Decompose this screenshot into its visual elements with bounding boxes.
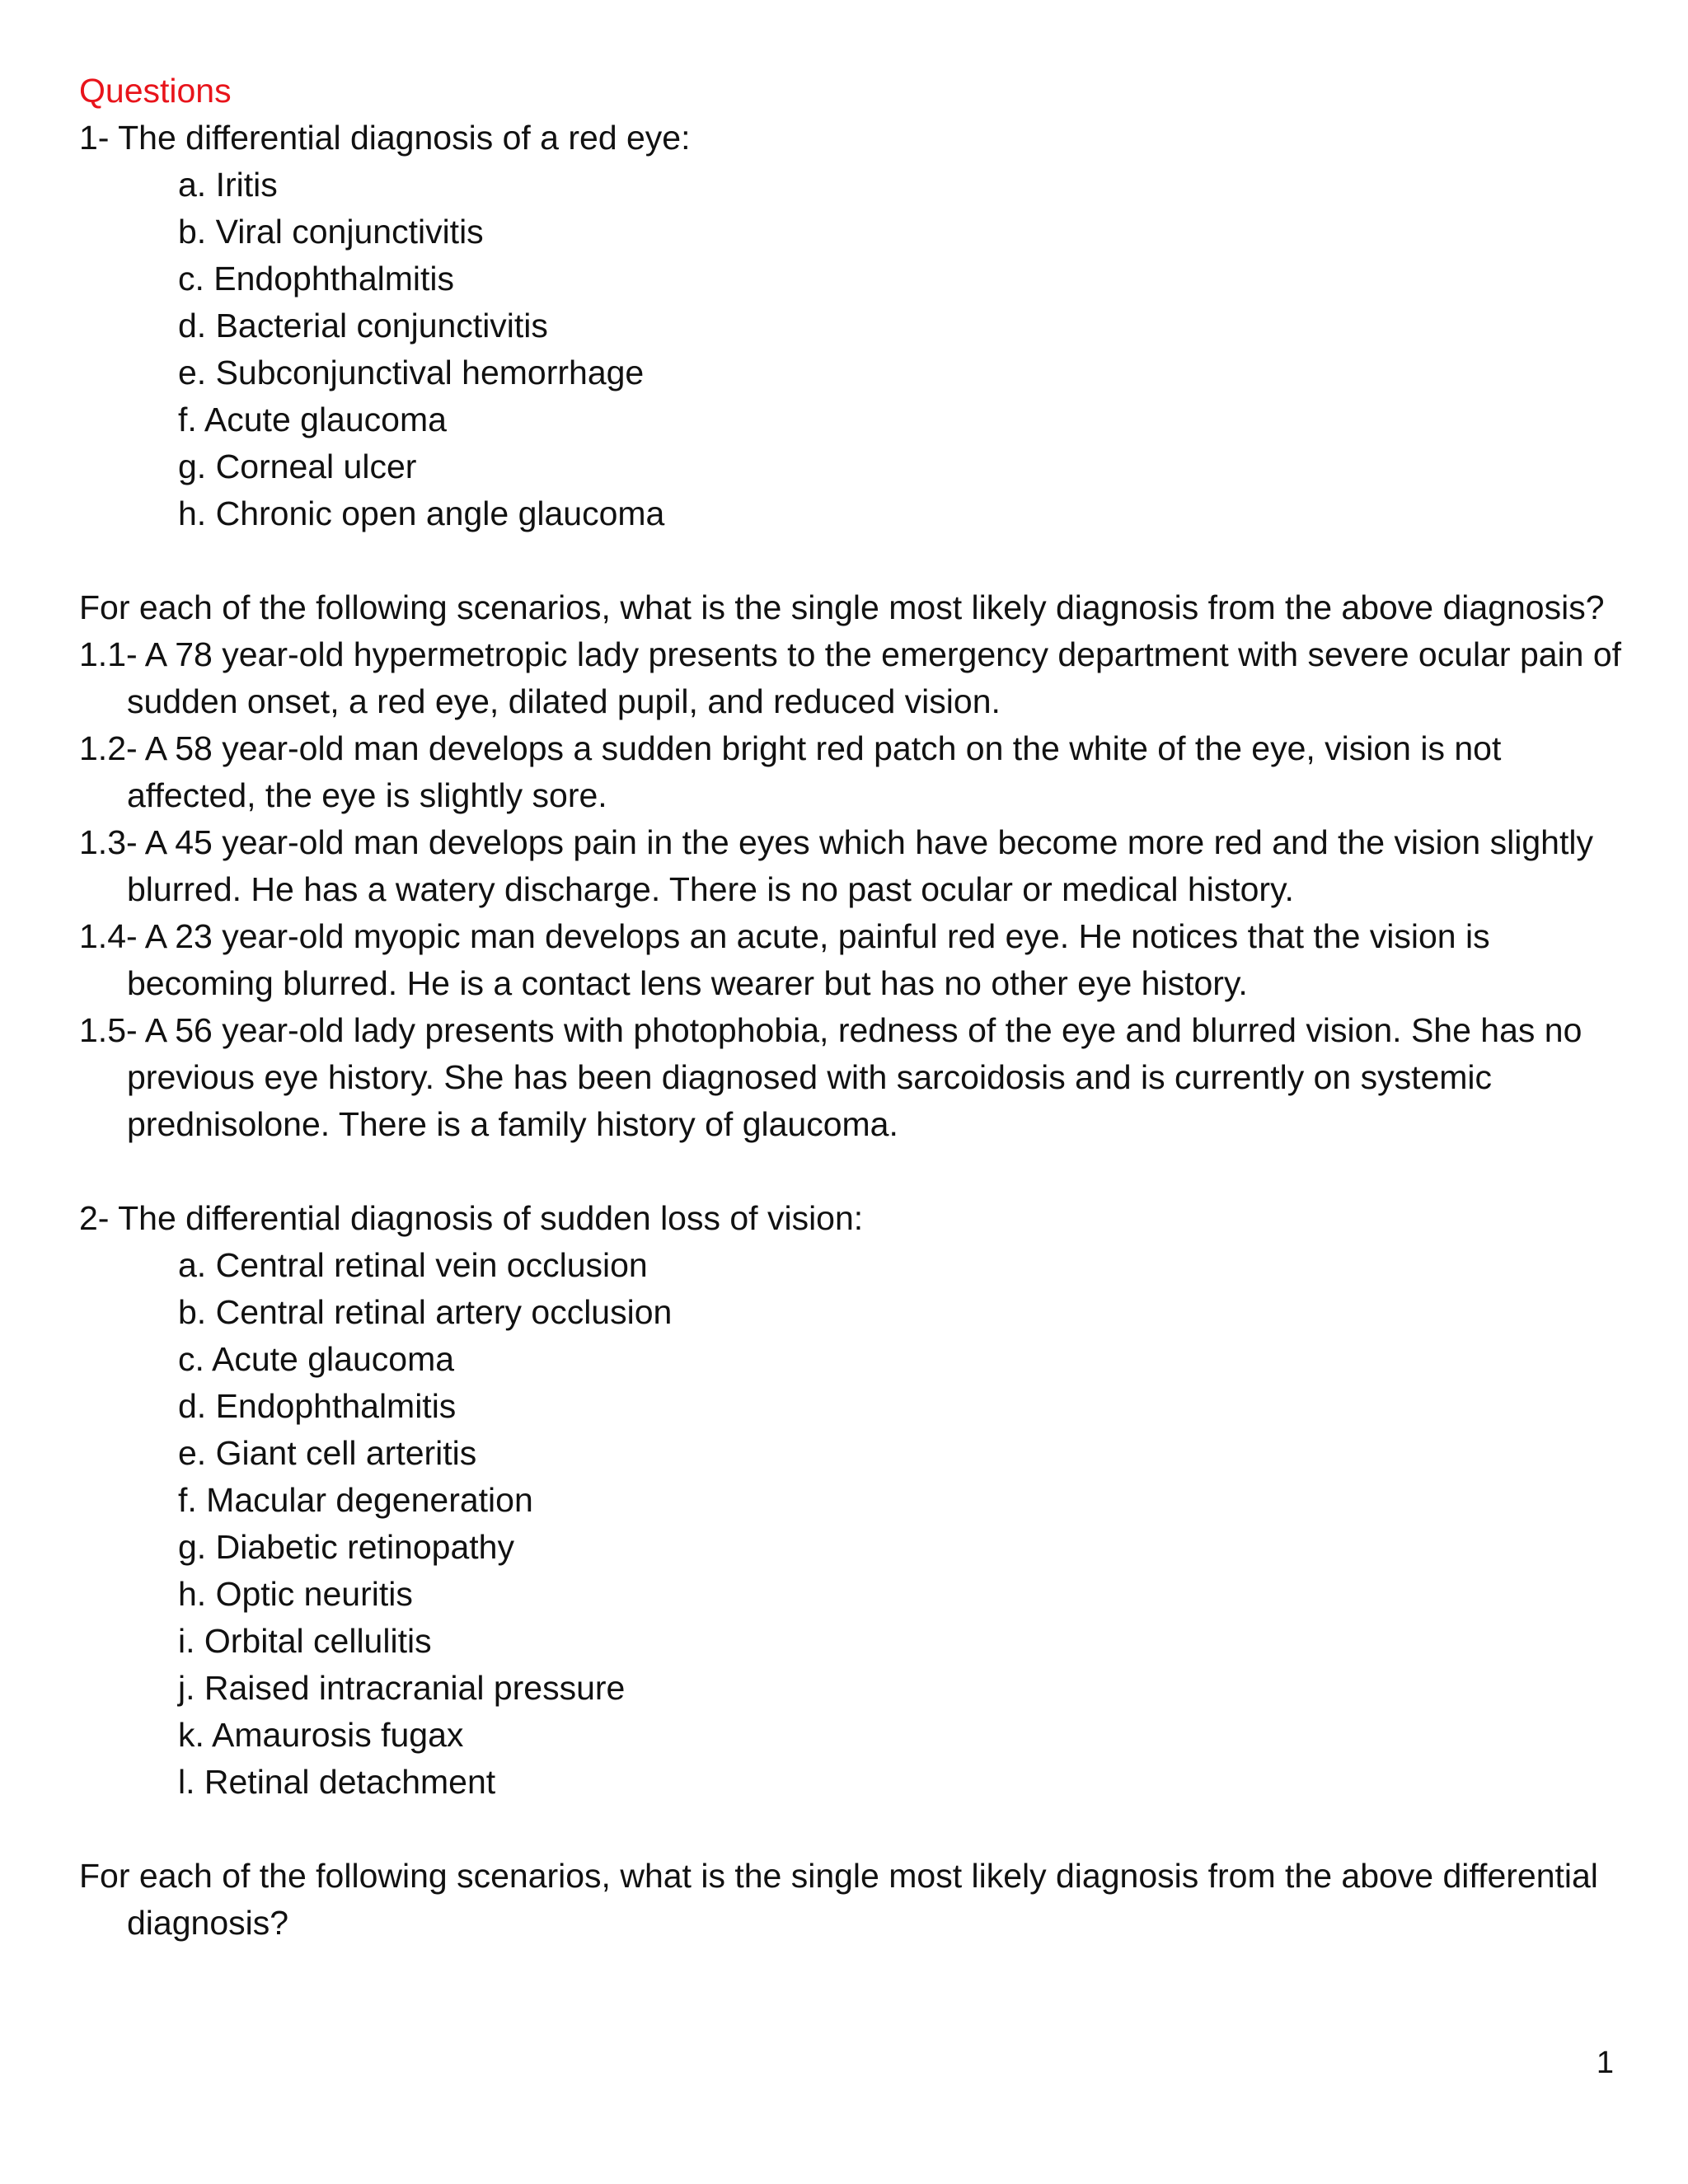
option-item: l. Retinal detachment [178,1763,496,1801]
question-1-scenarios [79,631,1629,1148]
page-number: 1 [1596,2046,1614,2080]
question-2-options [79,1242,1629,1806]
option-item: e. Subconjunctival hemorrhage [178,354,645,391]
section-heading: Questions [79,72,232,110]
option-item: c. Acute glaucoma [178,1340,455,1378]
option-item: e. Giant cell arteritis [178,1434,477,1472]
option-item: h. Optic neuritis [178,1575,413,1613]
option-item: j. Raised intracranial pressure [178,1669,626,1707]
option-item: b. Central retinal artery occlusion [178,1293,673,1331]
question-1-prompt: For each of the following scenarios, what is the single most likely diagnosis from the above diagnosis? [79,588,1605,626]
scenario-item: 1.3- A 45 year-old man develops pain in the eyes which have become more red and the vision slightly blurred. He has a watery discharge. There is no past ocular or medical history. [79,823,1593,908]
option-item: f. Macular degeneration [178,1481,533,1519]
question-1-title: 1- The differential diagnosis of a red eye: [79,119,691,157]
question-1-options [79,162,1629,537]
option-item: g. Corneal ulcer [178,448,417,485]
question-2-title: 2- The differential diagnosis of sudden loss of vision: [79,1199,864,1237]
option-item: h. Chronic open angle glaucoma [178,494,665,532]
scenario-item: 1.5- A 56 year-old lady presents with photophobia, redness of the eye and blurred vision. She has no previous eye history. She has been diagnosed with sarcoidosis and is currently on systemic prednisolone. There is a family history of glaucoma. [79,1011,1582,1143]
option-item: a. Iritis [178,166,278,204]
option-item: f. Acute glaucoma [178,401,447,438]
option-item: b. Viral conjunctivitis [178,213,484,251]
option-item: d. Endophthalmitis [178,1387,457,1425]
option-item: i. Orbital cellulitis [178,1622,432,1660]
document-content [79,68,1629,1947]
option-item: c. Endophthalmitis [178,260,455,298]
option-item: d. Bacterial conjunctivitis [178,307,548,344]
question-2-prompt: For each of the following scenarios, what is the single most likely diagnosis from the above differential diagnosis? [79,1857,1598,1942]
option-item: a. Central retinal vein occlusion [178,1246,648,1284]
scenario-item: 1.4- A 23 year-old myopic man develops an acute, painful red eye. He notices that the vision is becoming blurred. He is a contact lens wearer but has no other eye history. [79,917,1490,1002]
option-item: g. Diabetic retinopathy [178,1528,514,1566]
option-item: k. Amaurosis fugax [178,1716,464,1754]
scenario-item: 1.1- A 78 year-old hypermetropic lady presents to the emergency department with severe ocular pain of sudden onset, a red eye, dilated pupil, and reduced vision. [79,635,1622,720]
scenario-item: 1.2- A 58 year-old man develops a sudden bright red patch on the white of the eye, vision is not affected, the eye is slightly sore. [79,729,1502,814]
